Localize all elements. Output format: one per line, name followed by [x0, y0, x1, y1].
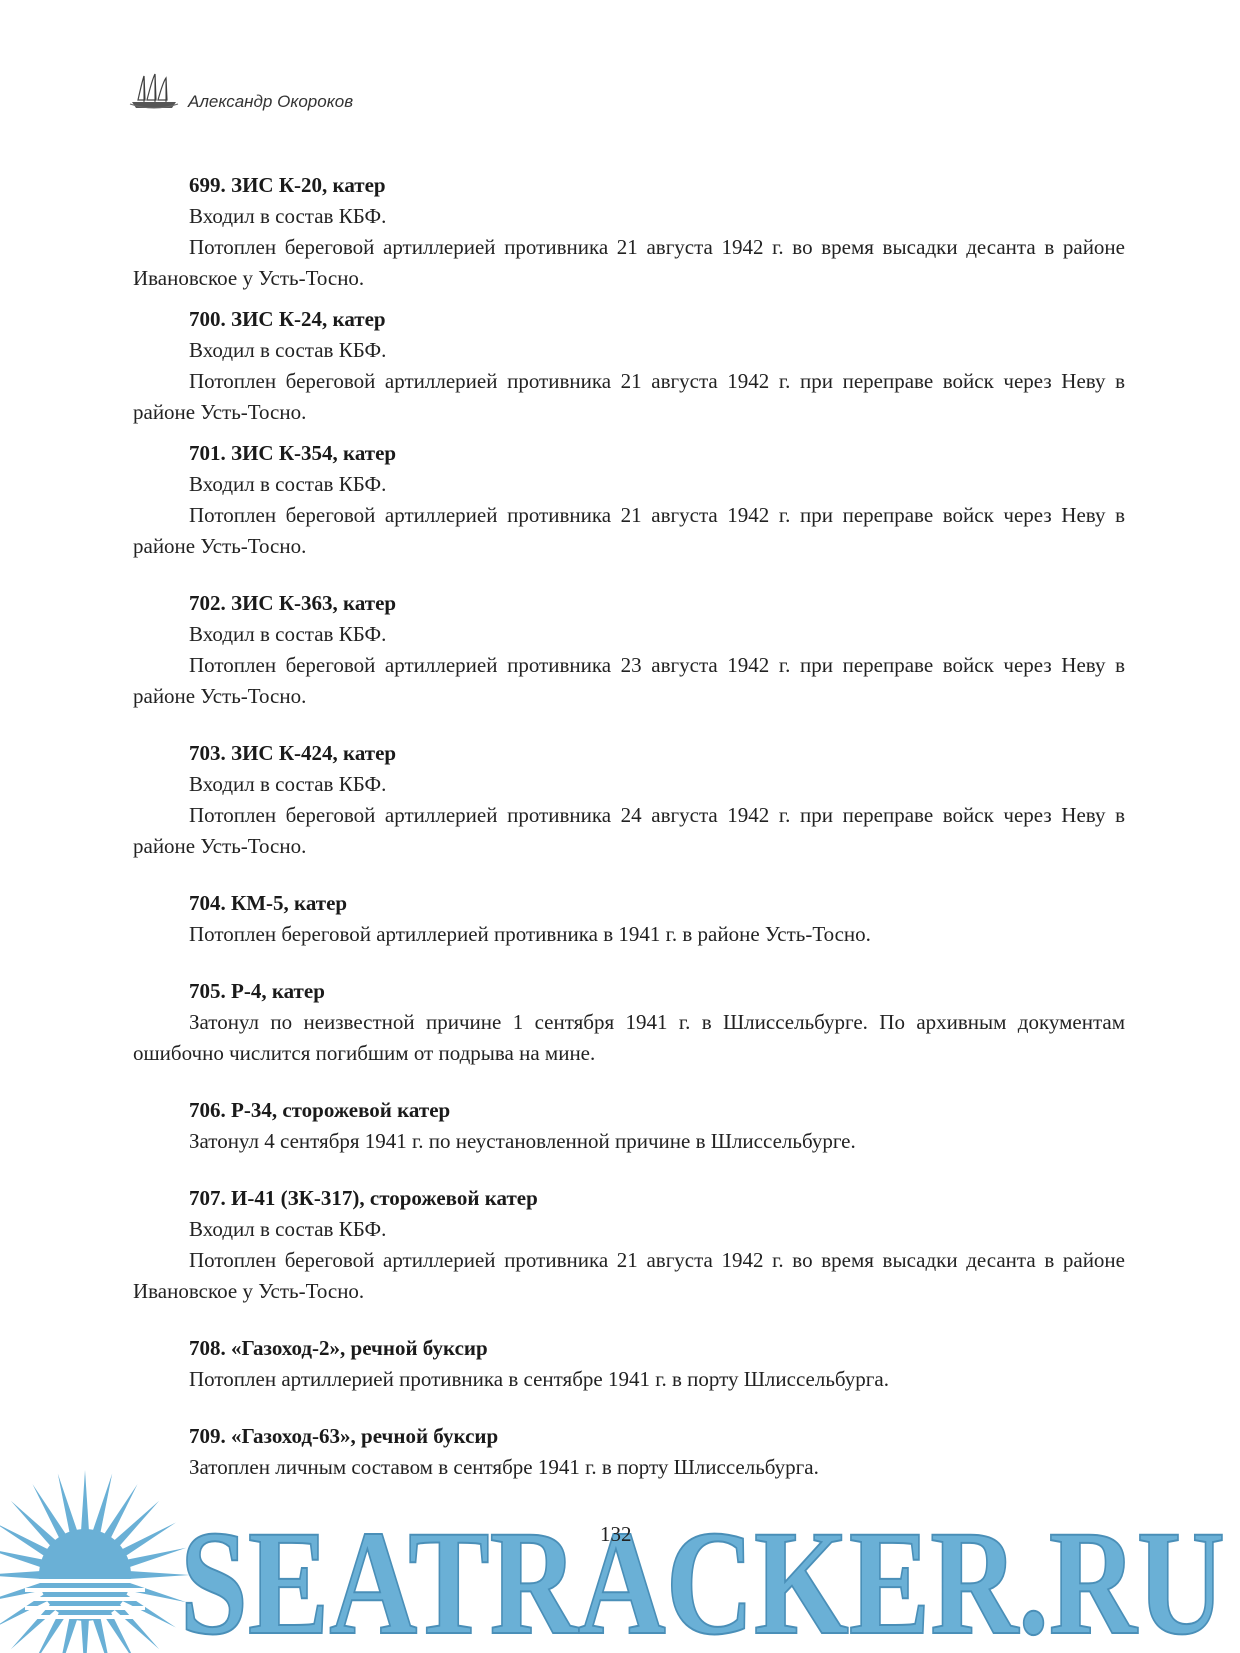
- entry: [133, 976, 1125, 1069]
- entry: [133, 588, 1125, 712]
- page-number: 132: [600, 1522, 632, 1546]
- entries-list: [133, 170, 1125, 1483]
- entry: [133, 1095, 1125, 1157]
- sun-logo-icon: [0, 1470, 190, 1653]
- entry: [133, 1183, 1125, 1307]
- entry-title: 706. Р-34, сторожевой катер: [189, 1098, 451, 1122]
- watermark-text: SEATRACKER.RU: [180, 1500, 1225, 1653]
- seatracker-watermark: [0, 1455, 1240, 1653]
- entry-title: 699. ЗИС К-20, катер: [189, 173, 386, 197]
- entry-title: 707. И-41 (ЗК-317), сторожевой катер: [189, 1186, 538, 1210]
- entry-paragraph: Потоплен береговой артиллерией противника 21 августа 1942 г. во время высадки десанта в районе Ивановское у Усть-Тосно.: [133, 235, 1125, 290]
- entry-title: 701. ЗИС К-354, катер: [189, 441, 397, 465]
- entry-paragraph: Входил в состав КБФ.: [189, 472, 387, 496]
- entry-paragraph: Потоплен береговой артиллерией противника 21 августа 1942 г. во время высадки десанта в районе Ивановское у Усть-Тосно.: [133, 1248, 1125, 1303]
- page-header: [128, 72, 628, 112]
- entry-title: 703. ЗИС К-424, катер: [189, 741, 397, 765]
- header-author: Александр Окороков: [188, 92, 354, 111]
- entry-title: 704. КМ-5, катер: [189, 891, 348, 915]
- entry-paragraph: Входил в состав КБФ.: [189, 622, 387, 646]
- entry-title: 700. ЗИС К-24, катер: [189, 307, 386, 331]
- entry-paragraph: Потоплен береговой артиллерией противника 23 августа 1942 г. при переправе войск через Неву в районе Усть-Тосно.: [133, 653, 1125, 708]
- entry-paragraph: Потоплен береговой артиллерией противника 21 августа 1942 г. при переправе войск через Неву в районе Усть-Тосно.: [133, 369, 1125, 424]
- entry-paragraph: Входил в состав КБФ.: [189, 772, 387, 796]
- entry-paragraph: Потоплен береговой артиллерией противника 21 августа 1942 г. при переправе войск через Неву в районе Усть-Тосно.: [133, 503, 1125, 558]
- entry-paragraph: Затонул по неизвестной причине 1 сентября 1941 г. в Шлиссельбурге. По архивным документам ошибочно числится погибшим от подрыва на мине.: [133, 1010, 1125, 1065]
- entry: [133, 738, 1125, 862]
- entry-title: 708. «Газоход-2», речной буксир: [189, 1336, 488, 1360]
- entry: [133, 170, 1125, 294]
- entry-title: 705. Р-4, катер: [189, 979, 325, 1003]
- entry: [133, 1333, 1125, 1395]
- entry-paragraph: Затонул 4 сентября 1941 г. по неустановленной причине в Шлиссельбурге.: [189, 1129, 856, 1153]
- entry: [133, 438, 1125, 562]
- entry-paragraph: Входил в состав КБФ.: [189, 1217, 387, 1241]
- entry: [133, 304, 1125, 428]
- entry-title: 702. ЗИС К-363, катер: [189, 591, 397, 615]
- entry-paragraph: Затоплен личным составом в сентябре 1941 г. в порту Шлиссельбурга.: [189, 1455, 819, 1479]
- entry-paragraph: Потоплен береговой артиллерией противника в 1941 г. в районе Усть-Тосно.: [189, 922, 871, 946]
- entry-title: 709. «Газоход-63», речной буксир: [189, 1424, 499, 1448]
- entry-paragraph: Входил в состав КБФ.: [189, 204, 387, 228]
- sailing-ship-icon: [128, 72, 180, 110]
- entry-paragraph: Потоплен береговой артиллерией противника 24 августа 1942 г. при переправе войск через Неву в районе Усть-Тосно.: [133, 803, 1125, 858]
- entry-paragraph: Потоплен артиллерией противника в сентябре 1941 г. в порту Шлиссельбурга.: [189, 1367, 889, 1391]
- entry: [133, 888, 1125, 950]
- entry-paragraph: Входил в состав КБФ.: [189, 338, 387, 362]
